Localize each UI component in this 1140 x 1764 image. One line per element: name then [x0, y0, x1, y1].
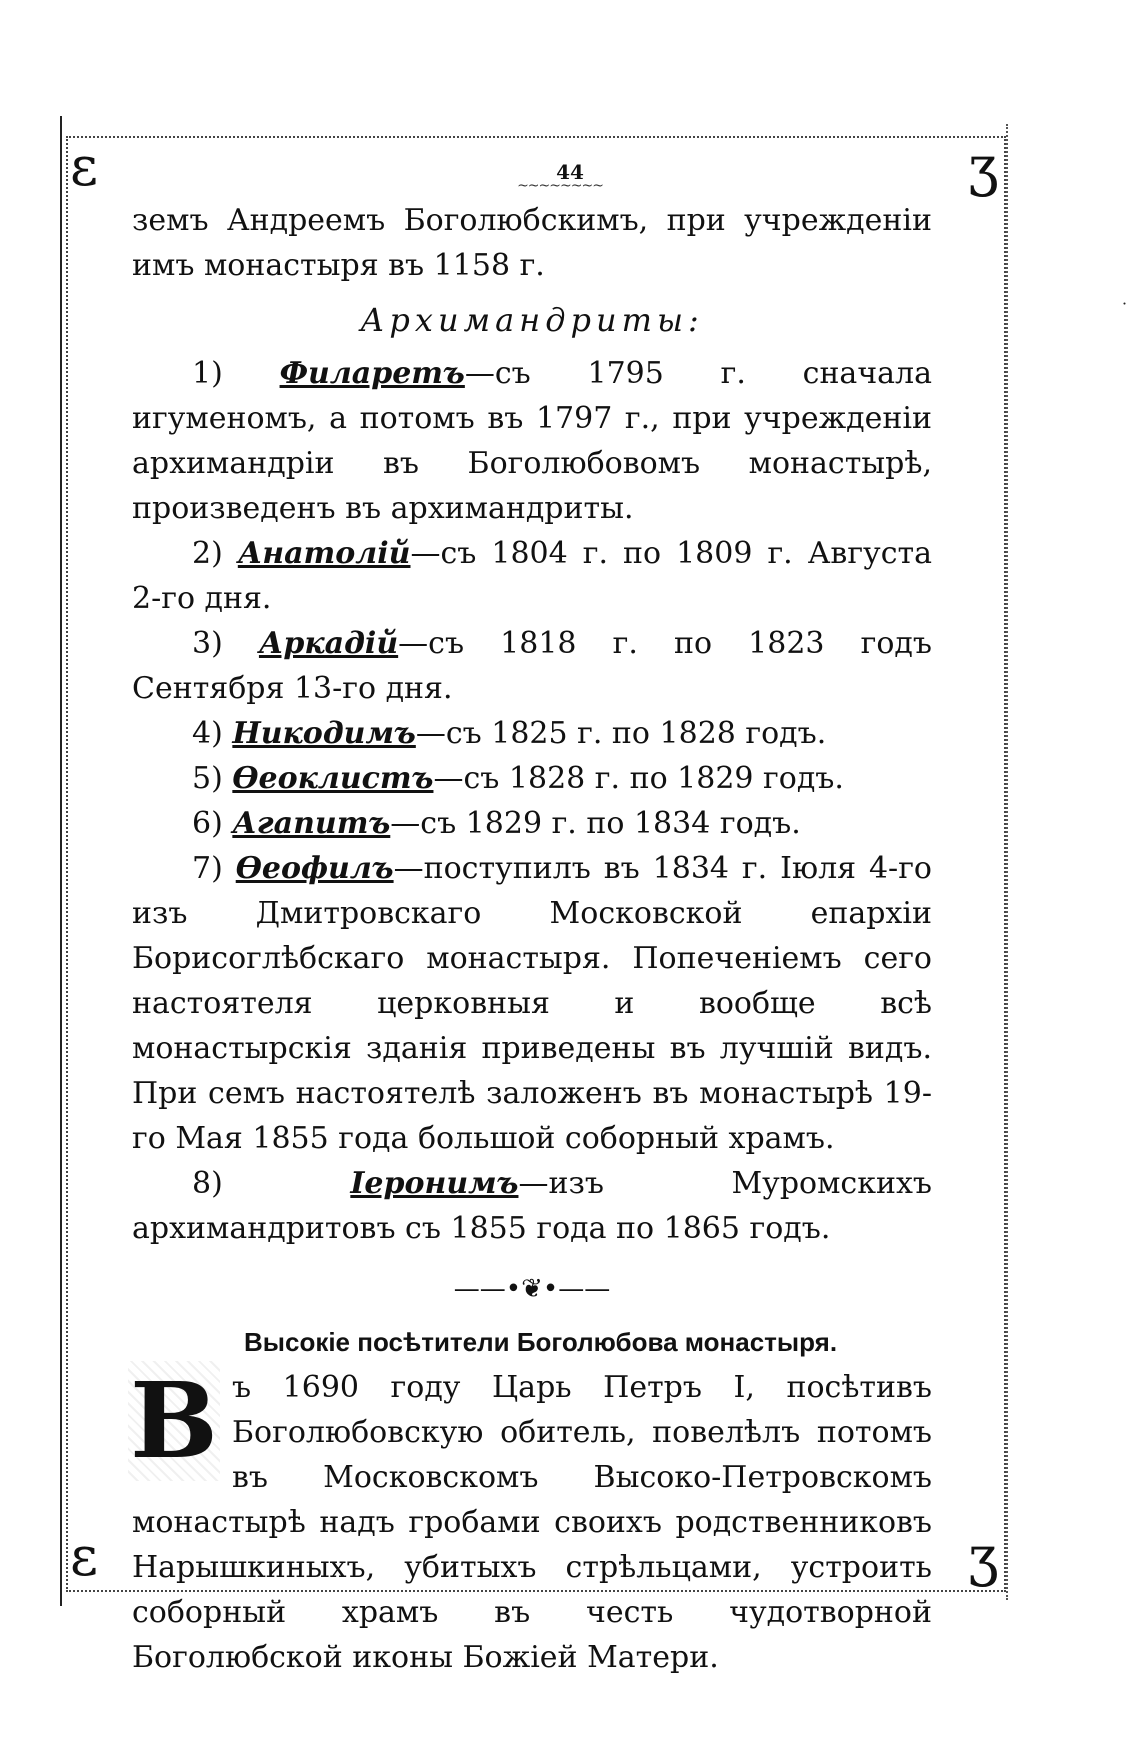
- list-item: [132, 756, 932, 801]
- corner-ornament-top-left: ɛ: [70, 135, 98, 198]
- item-text: —изъ Муромскихъ архимандритовъ съ 1855 года по 1865 годъ.: [132, 1166, 932, 1246]
- list-item: [132, 801, 932, 846]
- list-item: [132, 711, 932, 756]
- item-text: —съ 1825 г. по 1828 годъ.: [415, 716, 827, 751]
- frame-outer-line-right: [1006, 124, 1008, 1600]
- item-text: —съ 1828 г. по 1829 годъ.: [433, 761, 844, 796]
- item-name: Агапитъ: [232, 806, 391, 841]
- page-content: [132, 198, 932, 1680]
- item-name: Никодимъ: [232, 716, 416, 751]
- item-number: 1): [192, 356, 223, 391]
- item-number: 7): [192, 851, 223, 886]
- item-number: 2): [192, 536, 223, 571]
- item-name: Іеронимъ: [350, 1166, 519, 1201]
- corner-ornament-bottom-left: ɛ: [70, 1525, 98, 1588]
- corner-ornament-top-right: ʒ: [968, 135, 999, 198]
- list-item: [132, 351, 932, 531]
- list-item: [132, 621, 932, 711]
- item-number: 3): [192, 626, 223, 661]
- item-text: —поступилъ въ 1834 г. Іюля 4-го изъ Дмитровскаго Московской епархіи Борисоглѣбскаго монастыря. Попеченіемъ сего настоятеля церковныя и вообще всѣ монастырскія зданія приведены въ лучшій видъ. При семъ настоятелѣ заложенъ въ монастырѣ 19-го Мая 1855 года большой соборный храмъ.: [132, 851, 932, 1156]
- intro-paragraph: земъ Андреемъ Боголюбскимъ, при учрежденіи имъ монастыря въ 1158 г.: [132, 203, 932, 283]
- item-text: —съ 1818 г. по 1823 годъ Сентября 13-го дня.: [132, 626, 932, 706]
- item-number: 5): [192, 761, 223, 796]
- stray-mark: ˙: [1120, 300, 1129, 321]
- item-text: —съ 1795 г. сначала игуменомъ, а потомъ въ 1797 г., при учрежденіи архимандріи въ Боголюбовомъ монастырѣ, произведенъ въ архимандриты.: [132, 356, 932, 526]
- archimandrites-heading: Архимандриты:: [360, 301, 704, 339]
- item-name: Филаретъ: [279, 356, 465, 391]
- item-text: —съ 1829 г. по 1834 годъ.: [390, 806, 801, 841]
- corner-ornament-bottom-right: ʒ: [968, 1525, 999, 1588]
- item-name: Ѳеоклистъ: [232, 761, 434, 796]
- item-number: 8): [192, 1166, 223, 1201]
- visitors-paragraph: [130, 1359, 932, 1680]
- item-name: Анатолій: [237, 536, 411, 571]
- item-name: Ѳеофилъ: [235, 851, 394, 886]
- frame-outer-line: [60, 116, 62, 1606]
- item-number: 6): [192, 806, 223, 841]
- archimandrites-list: [132, 351, 932, 1251]
- page-number-squiggle: ~~~~~~~~: [517, 178, 603, 194]
- item-text: —съ 1804 г. по 1809 г. Августа 2-го дня.: [132, 536, 932, 616]
- visitors-text: ъ 1690 году Царь Петръ I, посѣтивъ Боголюбовскую обитель, повелѣлъ потомъ въ Московскомъ Высоко-Петровскомъ монастырѣ надъ гробами своихъ родственниковъ Нарышкиныхъ, убитыхъ стрѣльцами, устроить соборный храмъ въ честь чудотворной Боголюбской иконы Божіей Матери.: [132, 1370, 932, 1675]
- section-divider-ornament: ——•❦•——: [453, 1274, 611, 1304]
- visitors-section-title: Высокіе посѣтители Боголюбова монастыря.: [244, 1327, 838, 1357]
- decorative-dropcap-letter: В: [128, 1361, 220, 1481]
- item-name: Аркадій: [258, 626, 399, 661]
- list-item: [132, 846, 932, 1161]
- list-item: [132, 531, 932, 621]
- list-item: [132, 1161, 932, 1251]
- item-number: 4): [192, 716, 223, 751]
- page-number: 44: [556, 160, 584, 184]
